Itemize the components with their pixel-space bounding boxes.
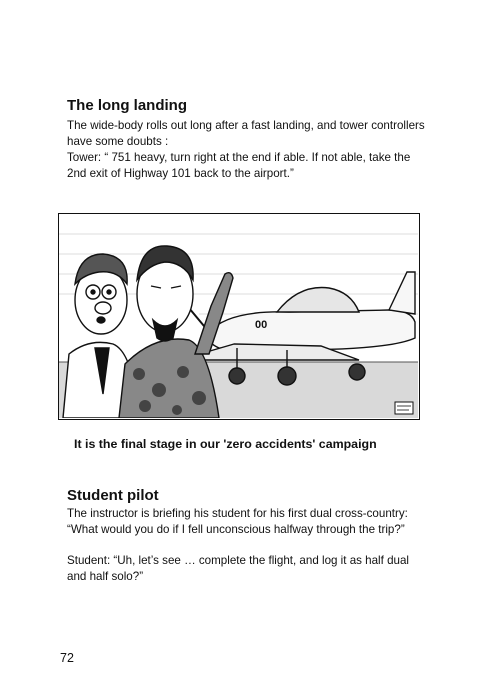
aircraft-marking: 00	[255, 319, 268, 331]
cartoon-caption: It is the final stage in our 'zero accidents' campaign	[74, 437, 377, 451]
section1-paragraph-1: The wide-body rolls out long after a fast landing, and tower controllers have some doubts :	[67, 119, 425, 148]
section1-paragraph-2: Tower: “ 751 heavy, turn right at the end if able. If not able, take the 2nd exit of Highway 101 back to the airport.”	[67, 151, 411, 180]
section-title-long-landing: The long landing	[67, 97, 187, 114]
cartoon-illustration	[58, 213, 420, 420]
section2-paragraph-1: The instructor is briefing his student for his first dual cross-country: “What would you do if I fell unconscious halfway through the trip?”	[67, 507, 408, 536]
section2-paragraph-2: Student: “Uh, let’s see … complete the flight, and log it as half dual and half solo?”	[67, 554, 409, 583]
page-number: 72	[60, 651, 74, 665]
section-title-student-pilot: Student pilot	[67, 487, 159, 504]
